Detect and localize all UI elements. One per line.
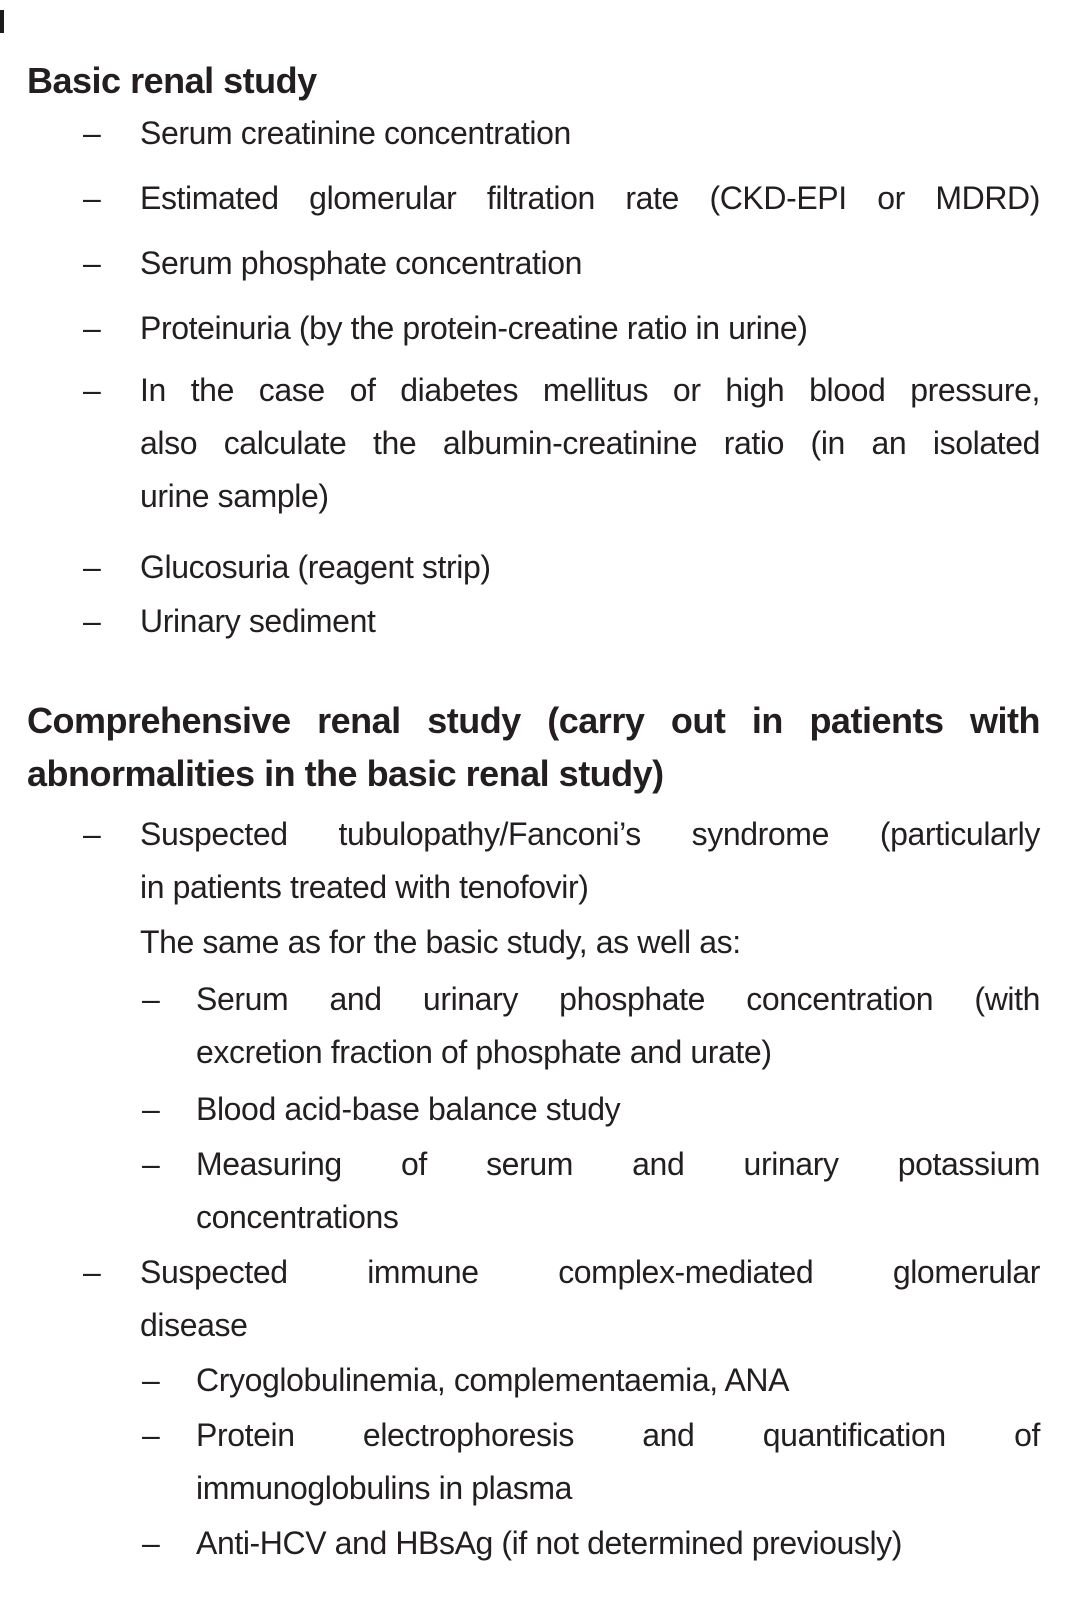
list-item (27, 1083, 1040, 1136)
list-item (27, 237, 1040, 290)
list-item (27, 1517, 1040, 1570)
item-line: Suspected tubulopathy/Fanconi’s syndrome (particularly (140, 816, 1040, 852)
item-line: Serum phosphate concentration (140, 245, 583, 281)
item-line: Cryoglobulinemia, complementaemia, ANA (196, 1362, 790, 1398)
scan-artifact-mark (0, 10, 4, 33)
item-line: concentrations (196, 1199, 399, 1235)
dash-bullet: – (142, 981, 160, 1017)
dash-bullet: – (83, 603, 101, 639)
section-basic-renal-study (27, 54, 1040, 648)
dash-bullet: – (142, 1417, 160, 1453)
item-line: in patients treated with tenofovir) (140, 869, 589, 905)
item-line: disease (140, 1307, 248, 1343)
list-item (27, 1246, 1040, 1352)
dash-bullet: – (142, 1146, 160, 1182)
dash-bullet: – (83, 372, 101, 408)
item-line: Serum and urinary phosphate concentration (with (196, 981, 1040, 1017)
list-item (27, 973, 1040, 1079)
heading-line: Basic renal study (27, 60, 317, 101)
dash-bullet: – (83, 115, 101, 151)
item-line: immunoglobulins in plasma (196, 1470, 572, 1506)
list-item (27, 302, 1040, 355)
list-item (27, 595, 1040, 648)
heading-line: Comprehensive renal study (carry out in patients with (27, 700, 1040, 741)
item-line: Suspected immune complex-mediated glomerular (140, 1254, 1040, 1290)
item-line: Protein electrophoresis and quantification of (196, 1417, 1040, 1453)
dash-bullet: – (83, 310, 101, 346)
heading-line: abnormalities in the basic renal study) (27, 753, 664, 794)
list-item (27, 364, 1040, 523)
item-line: also calculate the albumin-creatinine ratio (in an isolated (140, 425, 1040, 461)
dash-bullet: – (142, 1362, 160, 1398)
list-item (27, 1354, 1040, 1407)
dash-bullet: – (142, 1525, 160, 1561)
item-line: Blood acid-base balance study (196, 1091, 621, 1127)
item-line: Proteinuria (by the protein-creatine ratio in urine) (140, 310, 808, 346)
item-line: Anti-HCV and HBsAg (if not determined previously) (196, 1525, 903, 1561)
item-line: Urinary sediment (140, 603, 376, 639)
list-item (27, 1138, 1040, 1244)
list-item (27, 107, 1040, 160)
item-line: Serum creatinine concentration (140, 115, 571, 151)
section-heading-basic-renal-study (27, 54, 1040, 107)
dash-bullet: – (142, 1091, 160, 1127)
dash-bullet: – (83, 1254, 101, 1290)
list-item (27, 541, 1040, 594)
item-line: Estimated glomerular filtration rate (CKD-EPI or MDRD) (140, 180, 1040, 216)
section-comprehensive-renal-study (27, 694, 1040, 1570)
dash-bullet: – (83, 180, 101, 216)
dash-bullet: – (83, 245, 101, 281)
list-item (27, 172, 1040, 225)
item-line: Measuring of serum and urinary potassium (196, 1146, 1040, 1182)
list-item (27, 808, 1040, 914)
item-line: The same as for the basic study, as well as: (140, 924, 741, 960)
item-line: In the case of diabetes mellitus or high blood pressure, (140, 372, 1040, 408)
list-item (27, 916, 1040, 969)
item-line: Glucosuria (reagent strip) (140, 549, 491, 585)
dash-bullet: – (83, 549, 101, 585)
dash-bullet: – (83, 816, 101, 852)
item-line: urine sample) (140, 478, 329, 514)
renal-study-checklist (27, 54, 1040, 1570)
item-line: excretion fraction of phosphate and urate) (196, 1034, 772, 1070)
section-heading-comprehensive-renal-study (27, 694, 1040, 800)
list-item (27, 1409, 1040, 1515)
